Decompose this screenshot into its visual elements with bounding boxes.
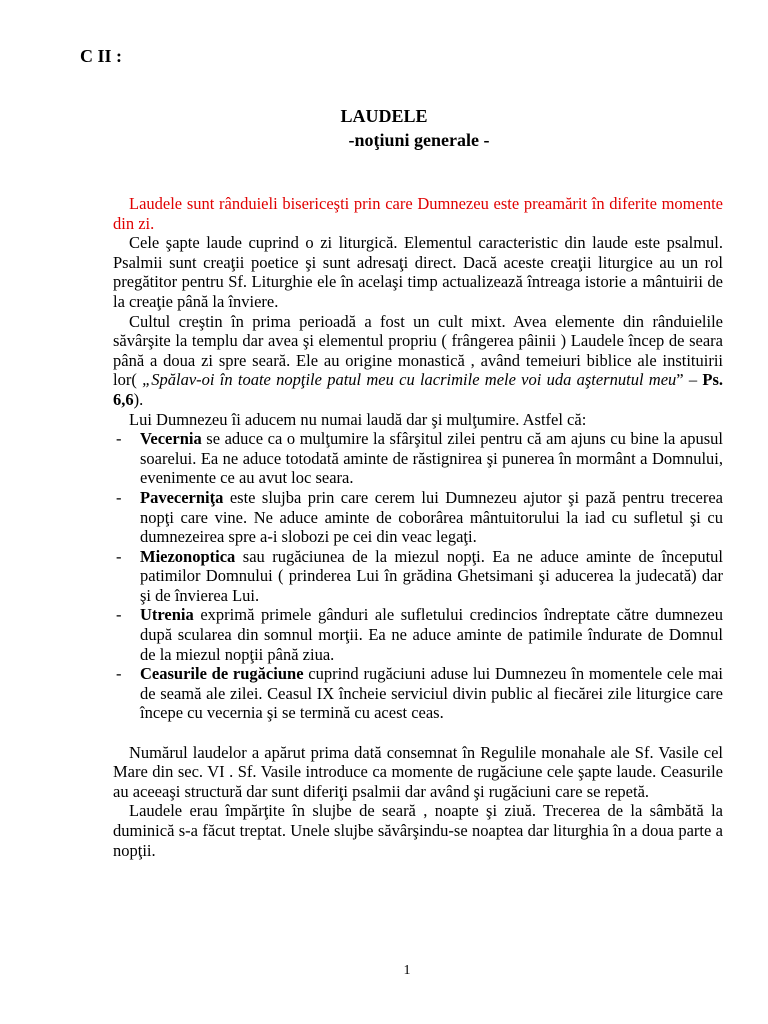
list-term: Vecernia [140, 429, 202, 449]
page-title: LAUDELE [340, 106, 428, 126]
list-text: este slujba prin care cerem lui Dumnezeu ajutor şi pază pentru trecerea nopţi care vine. Ne aduce aminte de coborârea mântuitorului la iad cu sufletul şi cu dumnezeirea spre a-i slobozi pe cei din veac legaţi. [140, 487, 723, 547]
paragraph-text: Cultul creştin în prima perioadă a fost un cult mixt. Avea elemente din rânduielile săvârşite la templu dar avea şi elementul propriu ( frângerea pâinii ) Laudele încep de seara până a doua zi spre seară. Ele au origine monastică , având temeiuri biblice ale instituirii lor( [113, 311, 723, 390]
intro-paragraph: Laudele sunt rânduieli bisericeşti prin care Dumnezeu este preamărit în diferite momente din zi. [113, 194, 723, 233]
list-item-miezonoptica [113, 547, 723, 606]
list-term: Miezonoptica [140, 546, 236, 566]
list-dash: - [116, 664, 122, 684]
list-dash: - [116, 487, 122, 507]
page-number: 1 [403, 963, 411, 978]
paragraph-christian-cult [113, 312, 723, 410]
list-text: se aduce ca o mulţumire la sfârşitul zilei pentru că am ajuns cu bine la apusul soarelui. Ea ne aduce totodată aminte de răstignirea şi punerea în mormânt a Domnului, evenimente ce au avut loc seara. [140, 429, 723, 488]
paragraph-lauds-division: Laudele erau împărţite în slujbe de seară , noapte şi ziuă. Trecerea de la sâmbătă la duminică s-a făcut treptat. Unele slujbe săvârşindu-se noaptea dar liturghia în a doua parte a nopţii. [113, 801, 723, 860]
list-text: sau rugăciunea de la miezul nopţi. Ea ne aduce aminte de începutul patimilor Domnului ( prinderea Lui în grădina Ghetsimani şi aducerea la judecată) dar şi de învierea Lui. [140, 546, 723, 605]
list-item-ceasurile [113, 664, 723, 723]
paragraph-gap [113, 723, 723, 743]
paragraph-seven-lauds: Cele şapte laude cuprind o zi liturgică. Elementul caracteristic din laude este psalmul. Psalmii sunt creaţii poetice şi sunt adresaţi direct. Dacă aceste creaţii liturgice au un rol pregătitor pentru Sf. Liturghie ele în acelaşi timp actualizează întreaga istorie a mântuirii de la creaţie până la înviere. [113, 233, 723, 311]
psalm-reference: Ps. 6,6 [113, 370, 723, 409]
psalm-quote: „Spălav-oi în toate nopţile patul meu cu lacrimile mele voi uda aşternutul meu [142, 370, 677, 390]
list-term: Ceasurile de rugăciune [140, 664, 304, 684]
list-term: Utrenia [140, 605, 194, 625]
list-item-utrenia [113, 605, 723, 664]
lauds-list [113, 429, 723, 723]
paragraph-text-end: ). [133, 389, 144, 409]
list-text: exprimă primele gânduri ale sufletului credincios îndreptate către dumnezeu după sculareа din somnul morţii. Ea ne aduce aminte de patimile îndurate de Domnul de la miezul nopţii până ziua. [140, 605, 723, 664]
list-dash: - [116, 429, 122, 449]
list-dash: - [116, 546, 122, 566]
quote-close: ” – [676, 370, 703, 390]
paragraph-number-of-lauds: Numărul laudelor a apărut prima dată consemnat în Regulile monahale ale Sf. Vasile cel Mare din sec. VI . Sf. Vasile introduce ca momente de rugăciune cele şapte laude. Ceasurile au aceeaşi structură dar sunt diferiţi psalmii dar având şi rugăciuni care se repetă. [113, 742, 723, 801]
list-text: cuprind rugăciuni aduse lui Dumnezeu în momentele cele mai de seamă ale zilei. Ceasul IX încheie serviciul divin public al fiecărei zile liturgice care începe cu vecernia şi se termină cu acest ceas. [140, 664, 723, 723]
chapter-heading: C II : [80, 46, 123, 66]
list-item-vecernia [113, 429, 723, 488]
list-term: Pavecerniţa [140, 487, 224, 507]
list-item-pavecernita [113, 488, 723, 547]
page-subtitle: -noţiuni generale - [348, 130, 490, 150]
paragraph-gratitude: Lui Dumnezeu îi aducem nu numai laudă dar şi mulţumire. Astfel că: [129, 409, 587, 429]
list-dash: - [116, 605, 122, 625]
document-body [113, 194, 723, 860]
